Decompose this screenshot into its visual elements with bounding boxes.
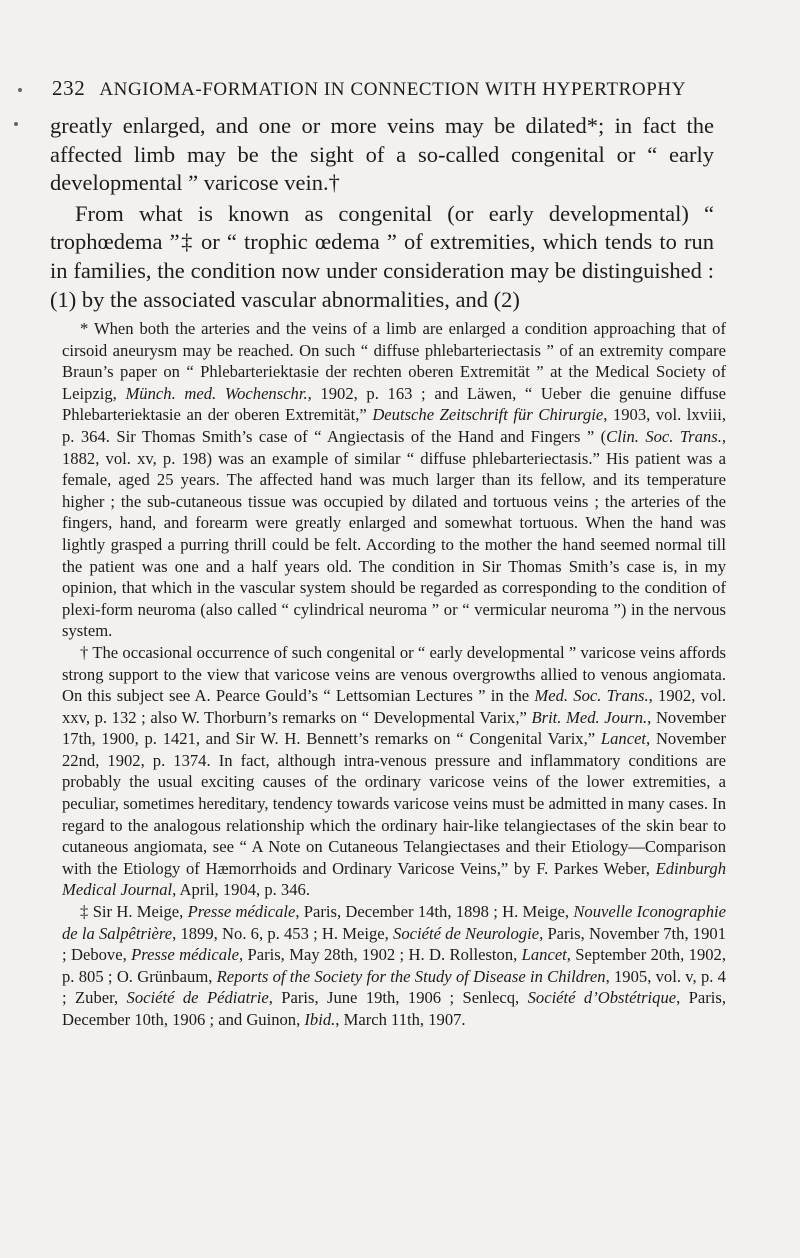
margin-speck <box>14 122 18 126</box>
footnote-dagger: † The occasional occurrence of such congenital or “ early developmental ” varicose veins affords strong support to the view that varicose veins are venous overgrowths allied to venous angiomata. On this subject see A. Pearce Gould’s “ Lettsomian Lectures ” in the Med. Soc. Trans., 1902, vol. xxv, p. 132 ; also W. Thorburn’s remarks on “ Developmental Varix,” Brit. Med. Journ., November 17th, 1900, p. 1421, and Sir W. H. Bennett’s remarks on “ Congenital Varix,” Lancet, November 22nd, 1902, p. 1374. In fact, although intra-venous pressure and inflammatory conditions are probably the usual exciting causes of the ordinary varicose veins of the lower extremities, a peculiar, sometimes hereditary, tendency towards varicose veins must be admitted in many cases. In regard to the analogous relationship which the ordinary hair-like telangiectases of the skin bear to cutaneous angiomata, see “ A Note on Cutaneous Telangiectases and their Etiology—Comparison with the Etiology of Hæmorrhoids and Ordinary Varicose Veins,” by F. Parkes Weber, Edinburgh Medical Journal, April, 1904, p. 346. <box>62 642 727 900</box>
main-text <box>50 112 714 314</box>
page-number: 232 <box>52 76 86 100</box>
footnote-asterisk: * When both the arteries and the veins of a limb are enlarged a condition approaching that of cirsoid aneurysm may be reached. On such “ diffuse phlebarteriectasis ” of an extremity compare Braun’s paper on “ Phlebarteriektasie der rechten oberen Extremität ” at the Medical Society of Leipzig, Münch. med. Wochenschr., 1902, p. 163 ; and Läwen, “ Ueber die genuine diffuse Phlebarteriektasie an der oberen Extremität,” Deutsche Zeitschrift für Chirurgie, 1903, vol. lxviii, p. 364. Sir Thomas Smith’s case of “ Angiectasis of the Hand and Fingers ” (Clin. Soc. Trans., 1882, vol. xv, p. 198) was an example of similar “ diffuse phlebarteriectasis.” His patient was a female, aged 25 years. The affected hand was much larger than its fellow, and its temperature higher ; the sub-cutaneous tissue was occupied by dilated and tortuous veins ; the arteries of the fingers, hand, and forearm were greatly enlarged and somewhat tortuous. When the hand was lightly grasped a purring thrill could be felt. According to the mother the hand seemed normal till the patient was one and a half years old. The condition in Sir Thomas Smith’s case is, in my opinion, that which in the vascular system should be regarded as corresponding to the condition of plexi-form neuroma (also called “ cylindrical neuroma ” or “ vermicular neuroma ”) in the nervous system. <box>62 319 726 641</box>
running-header <box>52 76 752 101</box>
margin-speck <box>18 88 22 92</box>
footnote-double-dagger: ‡ Sir H. Meige, Presse médicale, Paris, December 14th, 1898 ; H. Meige, Nouvelle Iconographie de la Salpêtrière, 1899, No. 6, p. 453 ; H. Meige, Société de Neurologie, Paris, November 7th, 1901 ; Debove, Presse médicale, Paris, May 28th, 1902 ; H. D. Rolleston, Lancet, September 20th, 1902, p. 805 ; O. Grünbaum, Reports of the Society for the Study of Disease in Children, 1905, vol. v, p. 4 ; Zuber, Société de Pédiatrie, Paris, June 19th, 1906 ; Senlecq, Société d’Obstétrique, Paris, December 10th, 1906 ; and Guinon, Ibid., March 11th, 1907. <box>62 902 727 1029</box>
paragraph: From what is known as congenital (or early developmental) “ trophœdema ”‡ or “ trophic œdema ” of extremities, which tends to run in families, the condition now under consideration may be distinguished : (1) by the associated vascular abnormalities, and (2) <box>50 200 714 312</box>
footnotes <box>62 318 726 1031</box>
paragraph-continued: greatly enlarged, and one or more veins may be dilated*; in fact the affected limb may be the sight of a so-called congenital or “ early developmental ” varicose vein.† <box>50 113 714 196</box>
running-title: ANGIOMA-FORMATION IN CONNECTION WITH HYPERTROPHY <box>99 79 687 100</box>
